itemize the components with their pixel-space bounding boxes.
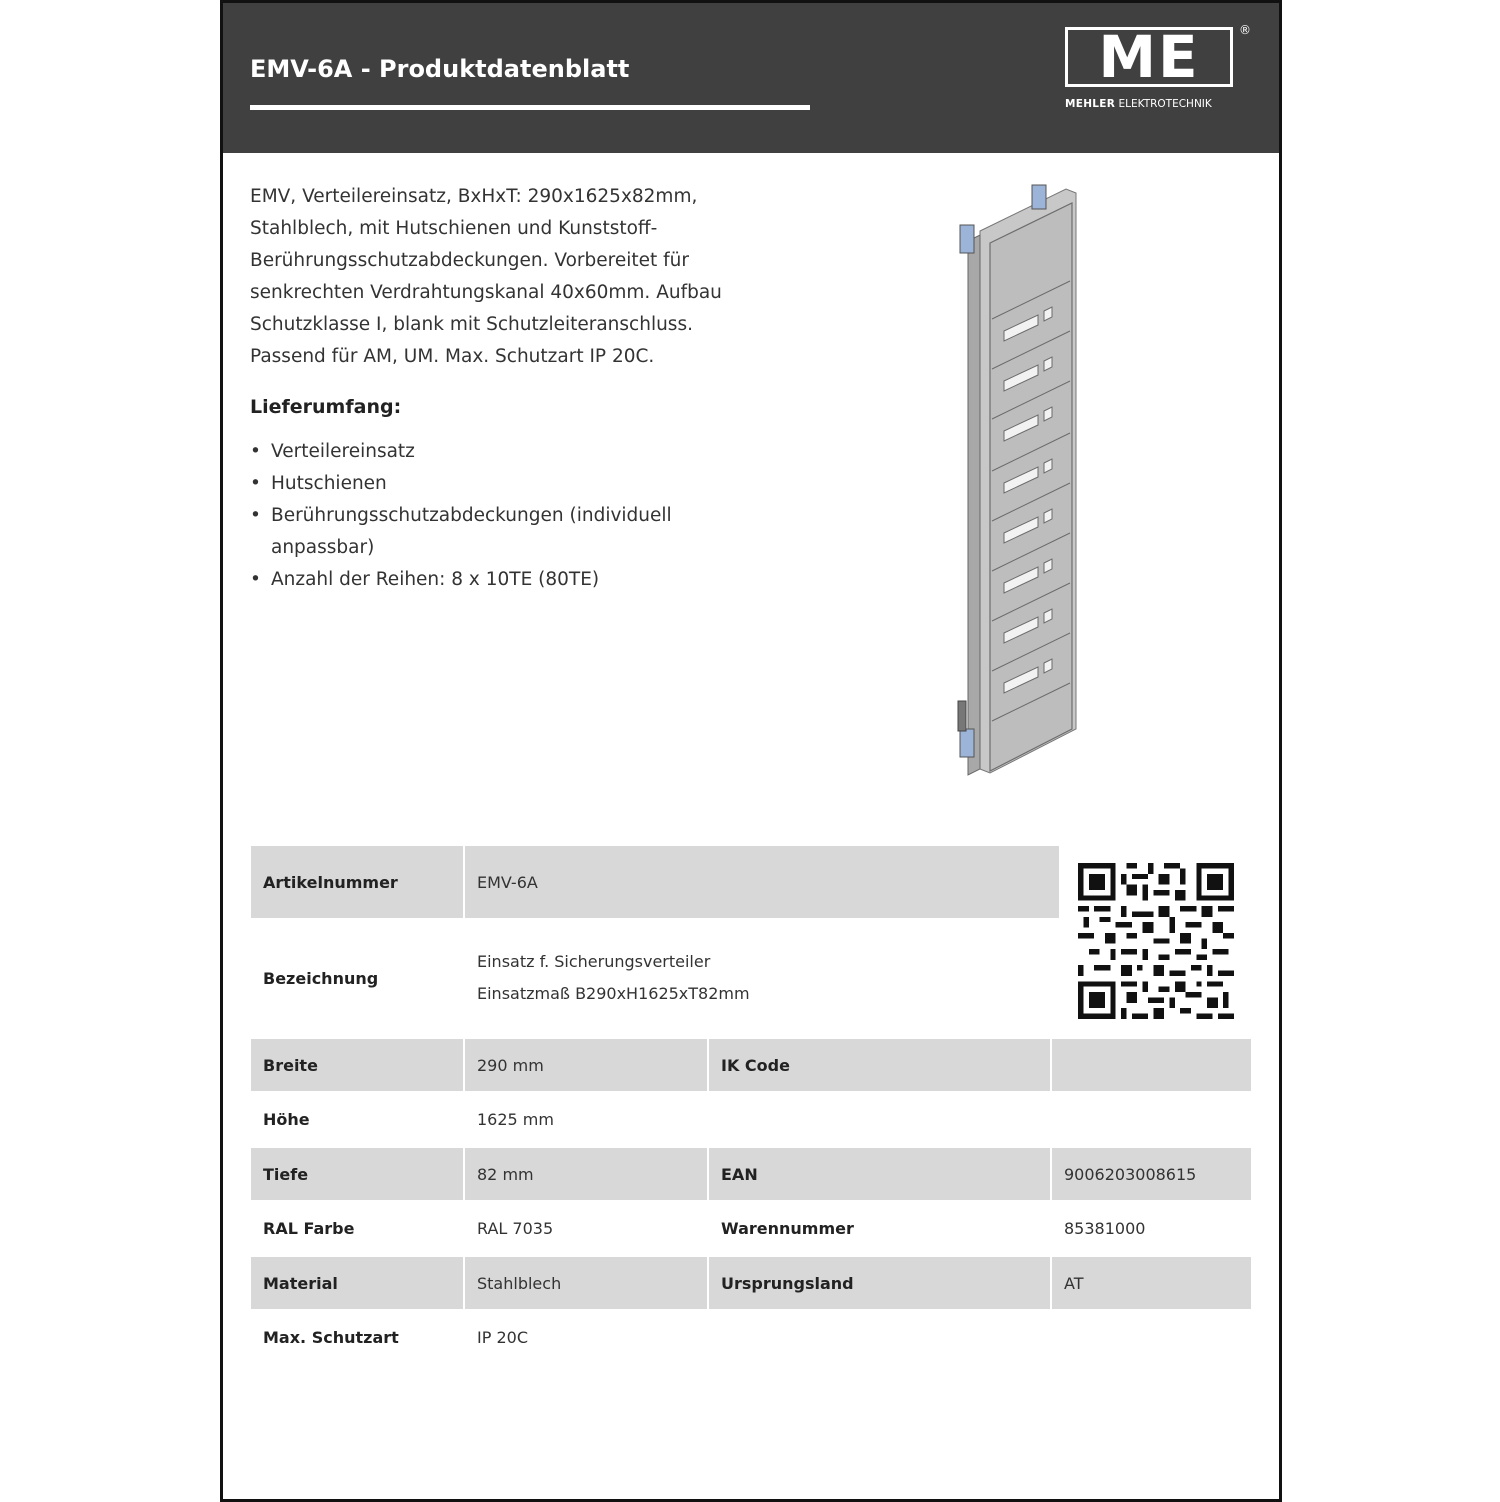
bezeichnung-line-2: Einsatzmaß B290xH1625xT82mm — [477, 984, 750, 1003]
table-label: Höhe — [263, 1109, 310, 1129]
table-value: 290 mm — [465, 1039, 707, 1091]
table-label: Bezeichnung — [263, 968, 379, 988]
list-item: • Anzahl der Reihen: 8 x 10TE (80TE) — [250, 564, 750, 596]
datasheet-page — [220, 0, 1282, 1502]
description-line: Berührungsschutzabdeckungen. Vorbereitet für — [250, 250, 689, 271]
table-value: Stahlblech — [465, 1257, 707, 1309]
header-underline — [250, 105, 810, 110]
registered-mark: ® — [1239, 23, 1251, 37]
table-row-artikelnummer — [251, 846, 1059, 918]
table-value: EMV-6A — [465, 846, 1059, 918]
description-line: senkrechten Verdrahtungskanal 40x60mm. Aufbau — [250, 282, 722, 303]
logo-brand-bold: MEHLER — [1065, 98, 1116, 110]
page-title: EMV-6A - Produktdatenblatt — [250, 55, 630, 83]
table-label: EAN — [709, 1148, 1050, 1200]
scope-title: Lieferumfang: — [250, 396, 402, 418]
table-value: 85381000 — [1064, 1218, 1146, 1238]
description-line: Schutzklasse I, blank mit Schutzleiteranschluss. — [250, 314, 693, 335]
table-row — [251, 1311, 1251, 1363]
mehler-logo — [1065, 23, 1255, 117]
table-row — [251, 1257, 1251, 1309]
table-label: Breite — [251, 1039, 463, 1091]
table-value: RAL 7035 — [477, 1218, 554, 1238]
description-line: Stahlblech, mit Hutschienen und Kunststoff- — [250, 218, 658, 239]
table-label — [709, 1311, 1050, 1363]
table-row-bezeichnung — [251, 921, 1059, 1035]
list-item: • Berührungsschutzabdeckungen (individuell anpassbar) — [250, 500, 750, 564]
product-image — [948, 181, 1078, 781]
bezeichnung-line-1: Einsatz f. Sicherungsverteiler — [477, 952, 711, 971]
table-value: 9006203008615 — [1052, 1148, 1251, 1200]
table-value — [1052, 1093, 1251, 1145]
product-description — [250, 181, 770, 373]
table-label: Tiefe — [251, 1148, 463, 1200]
table-value — [465, 921, 1059, 1035]
table-label: Warennummer — [721, 1218, 854, 1238]
table-label: Ursprungsland — [709, 1257, 1050, 1309]
table-row — [251, 1202, 1251, 1254]
logo-brand-rest: ELEKTROTECHNIK — [1118, 98, 1212, 110]
list-item: • Hutschienen — [250, 468, 750, 500]
table-value: IP 20C — [477, 1327, 528, 1347]
table-value: 82 mm — [465, 1148, 707, 1200]
table-label: Material — [251, 1257, 463, 1309]
table-value — [1052, 1311, 1251, 1363]
logo-letters: ME — [1098, 23, 1200, 91]
table-label: Artikelnummer — [251, 846, 463, 918]
table-value: 1625 mm — [477, 1109, 554, 1129]
table-row — [251, 1093, 1251, 1145]
list-item: • Verteilereinsatz — [250, 436, 750, 468]
table-label: Max. Schutzart — [263, 1327, 399, 1347]
table-value — [1052, 1039, 1251, 1091]
qr-code-icon — [1078, 863, 1234, 1019]
table-label: RAL Farbe — [263, 1218, 355, 1238]
table-row — [251, 1148, 1251, 1200]
description-line: EMV, Verteilereinsatz, BxHxT: 290x1625x82mm, — [250, 186, 698, 207]
description-line: Passend für AM, UM. Max. Schutzart IP 20C. — [250, 346, 655, 367]
table-value: AT — [1052, 1257, 1251, 1309]
logo-brand — [1065, 98, 1212, 110]
scope-list — [250, 436, 750, 596]
table-label — [709, 1093, 1050, 1145]
header-bar — [223, 3, 1279, 153]
table-label: IK Code — [709, 1039, 1050, 1091]
table-row — [251, 1039, 1251, 1091]
